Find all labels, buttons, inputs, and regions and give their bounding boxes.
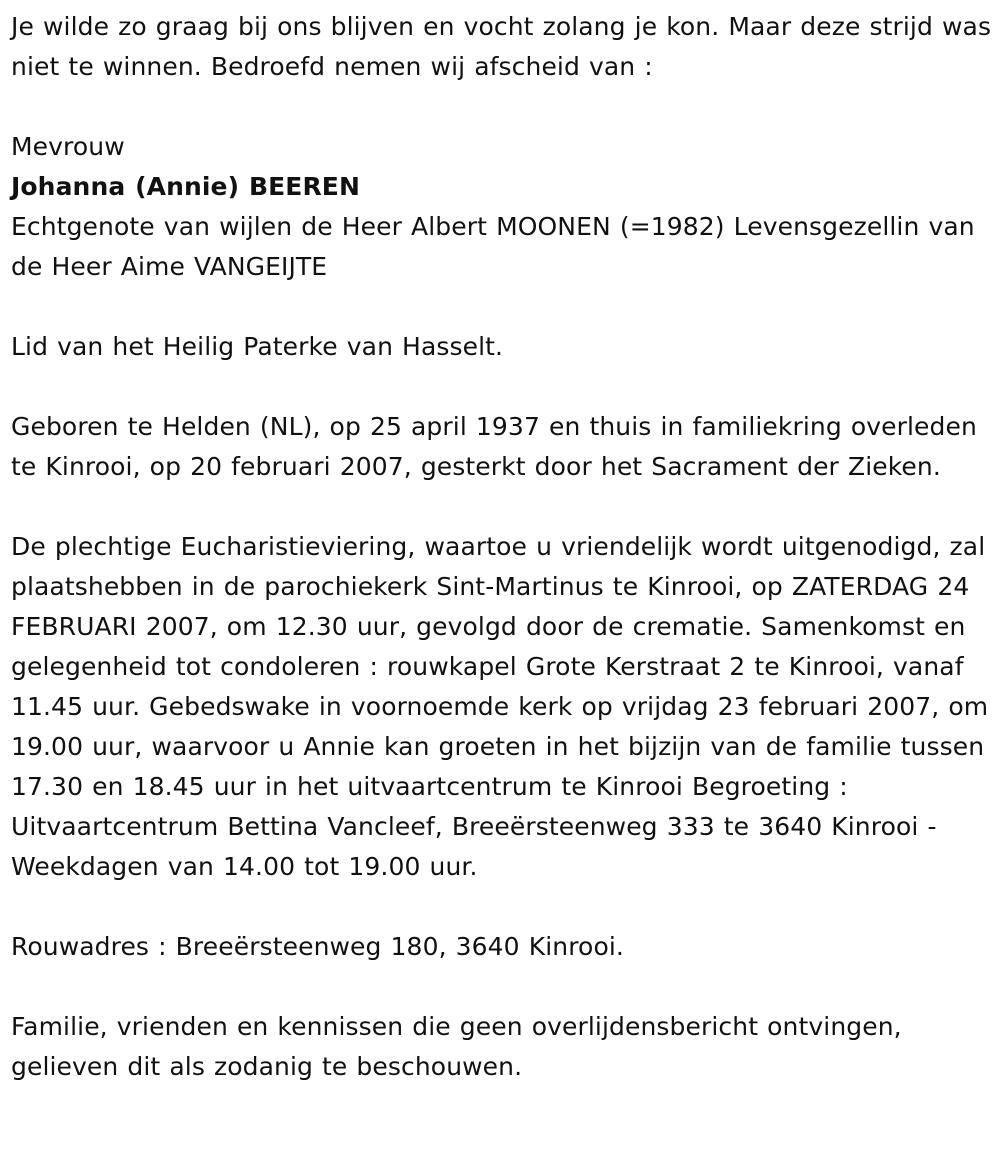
deceased-name: Johanna (Annie) BEEREN bbox=[11, 172, 360, 201]
ceremony-text: De plechtige Eucharistieviering, waartoe u vriendelijk wordt uitgenodigd, zal plaatshebben in de parochiekerk Sint-Martinus te Kinrooi, op ZATERDAG 24 FEBRUARI 2007, om 12.30 uur, gevolgd door de crematie. Samenkomst en gelegenheid tot condoleren : rouwkapel Grote Kerstraat 2 te Kinrooi, vanaf 11.45 uur. Gebedswake in voornoemde kerk op vrijdag 23 februari 2007, om 19.00 uur, waarvoor u Annie kan groeten in het bijzijn van de familie tussen 17.30 en 18.45 uur in het uitvaartcentrum te Kinrooi Begroeting : Uitvaartcentrum Bettina Vancleef, Breeërsteenweg 333 te 3640 Kinrooi - Weekdagen van 14.00 tot 19.00 uur. bbox=[11, 532, 989, 881]
intro-text: Je wilde zo graag bij ons blijven en vocht zolang je kon. Maar deze strijd was niet te winnen. Bedroefd nemen wij afscheid van : bbox=[11, 12, 992, 81]
birth-death-text: Geboren te Helden (NL), op 25 april 1937 en thuis in familiekring overleden te Kinrooi, op 20 februari 2007, gesterkt door het Sacrament der Zieken. bbox=[11, 412, 977, 481]
closing-text: Familie, vrienden en kennissen die geen overlijdensbericht ontvingen, gelieven dit als zodanig te beschouwen. bbox=[11, 1012, 902, 1081]
salutation: Mevrouw bbox=[11, 132, 125, 161]
mourning-address: Rouwadres : Breeërsteenweg 180, 3640 Kinrooi. bbox=[11, 932, 624, 961]
relation-text: Echtgenote van wijlen de Heer Albert MOONEN (=1982) Levensgezellin van de Heer Aime VANGEIJTE bbox=[11, 212, 975, 281]
membership-text: Lid van het Heilig Paterke van Hasselt. bbox=[11, 332, 504, 361]
